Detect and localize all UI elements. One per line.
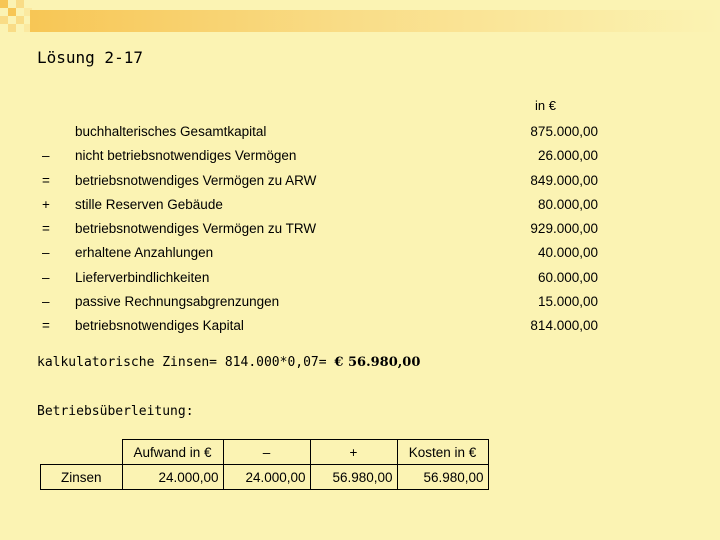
row-operator: – [42,269,50,285]
row-label: buchhalterisches Gesamtkapital [75,124,267,139]
row-label: betriebsnotwendiges Vermögen zu TRW [75,221,317,237]
bridge-cell-expense: 24.000,00 [122,465,223,490]
row-operator: = [42,172,50,188]
row-amount: 15.000,00 [537,294,598,310]
bridge-row-label: Zinsen [41,465,123,490]
calculation-list [0,120,720,339]
row-operator: – [42,148,50,164]
interest-result: € 56.980,00 [334,355,421,370]
row-amount: 80.000,00 [537,196,598,212]
row-label: erhaltene Anzahlungen [75,245,214,261]
bridge-title: Betriebsüberleitung: [37,404,194,419]
row-label: betriebsnotwendiges Vermögen zu ARW [75,172,317,188]
calculation-row [0,169,720,193]
calculation-row [0,241,720,265]
row-label: Lieferverbindlichkeiten [75,269,210,285]
bridge-table [40,439,489,490]
table-row [41,465,489,490]
bridge-header-empty [41,440,123,465]
interest-formula-text: kalkulatorische Zinsen= 814.000*0,07= [37,355,327,370]
row-label: betriebsnotwendiges Kapital [75,318,244,334]
row-amount: 875.000,00 [530,124,598,139]
currency-unit-label: in € [535,98,556,113]
row-amount: 814.000,00 [530,318,598,334]
calculation-row [0,290,720,314]
row-operator: = [42,221,50,237]
bridge-header-cost: Kosten in € [397,440,488,465]
bridge-cell-plus: 56.980,00 [310,465,397,490]
row-operator: = [42,318,50,334]
calculation-row [0,266,720,290]
row-label: stille Reserven Gebäude [75,196,223,212]
calculation-row [0,217,720,241]
page-title: Lösung 2-17 [37,48,143,67]
calculation-row [0,144,720,168]
bridge-cell-minus: 24.000,00 [223,465,310,490]
row-amount: 60.000,00 [537,269,598,285]
bridge-header-row [41,440,489,465]
bridge-cell-cost: 56.980,00 [397,465,488,490]
row-operator: – [42,294,50,310]
row-operator: + [42,196,50,212]
calculation-row [0,120,720,144]
row-amount: 849.000,00 [530,172,598,188]
row-operator: – [42,245,50,261]
bridge-header-expense: Aufwand in € [122,440,223,465]
calculation-row [0,193,720,217]
header-gradient-bar [30,10,720,32]
row-label: passive Rechnungsabgrenzungen [75,294,280,310]
calculation-row [0,314,720,338]
row-amount: 929.000,00 [530,221,598,237]
interest-formula [37,355,420,370]
row-amount: 26.000,00 [537,148,598,164]
bridge-header-minus: – [223,440,310,465]
bridge-header-plus: + [310,440,397,465]
row-label: nicht betriebsnotwendiges Vermögen [75,148,297,164]
row-amount: 40.000,00 [537,245,598,261]
